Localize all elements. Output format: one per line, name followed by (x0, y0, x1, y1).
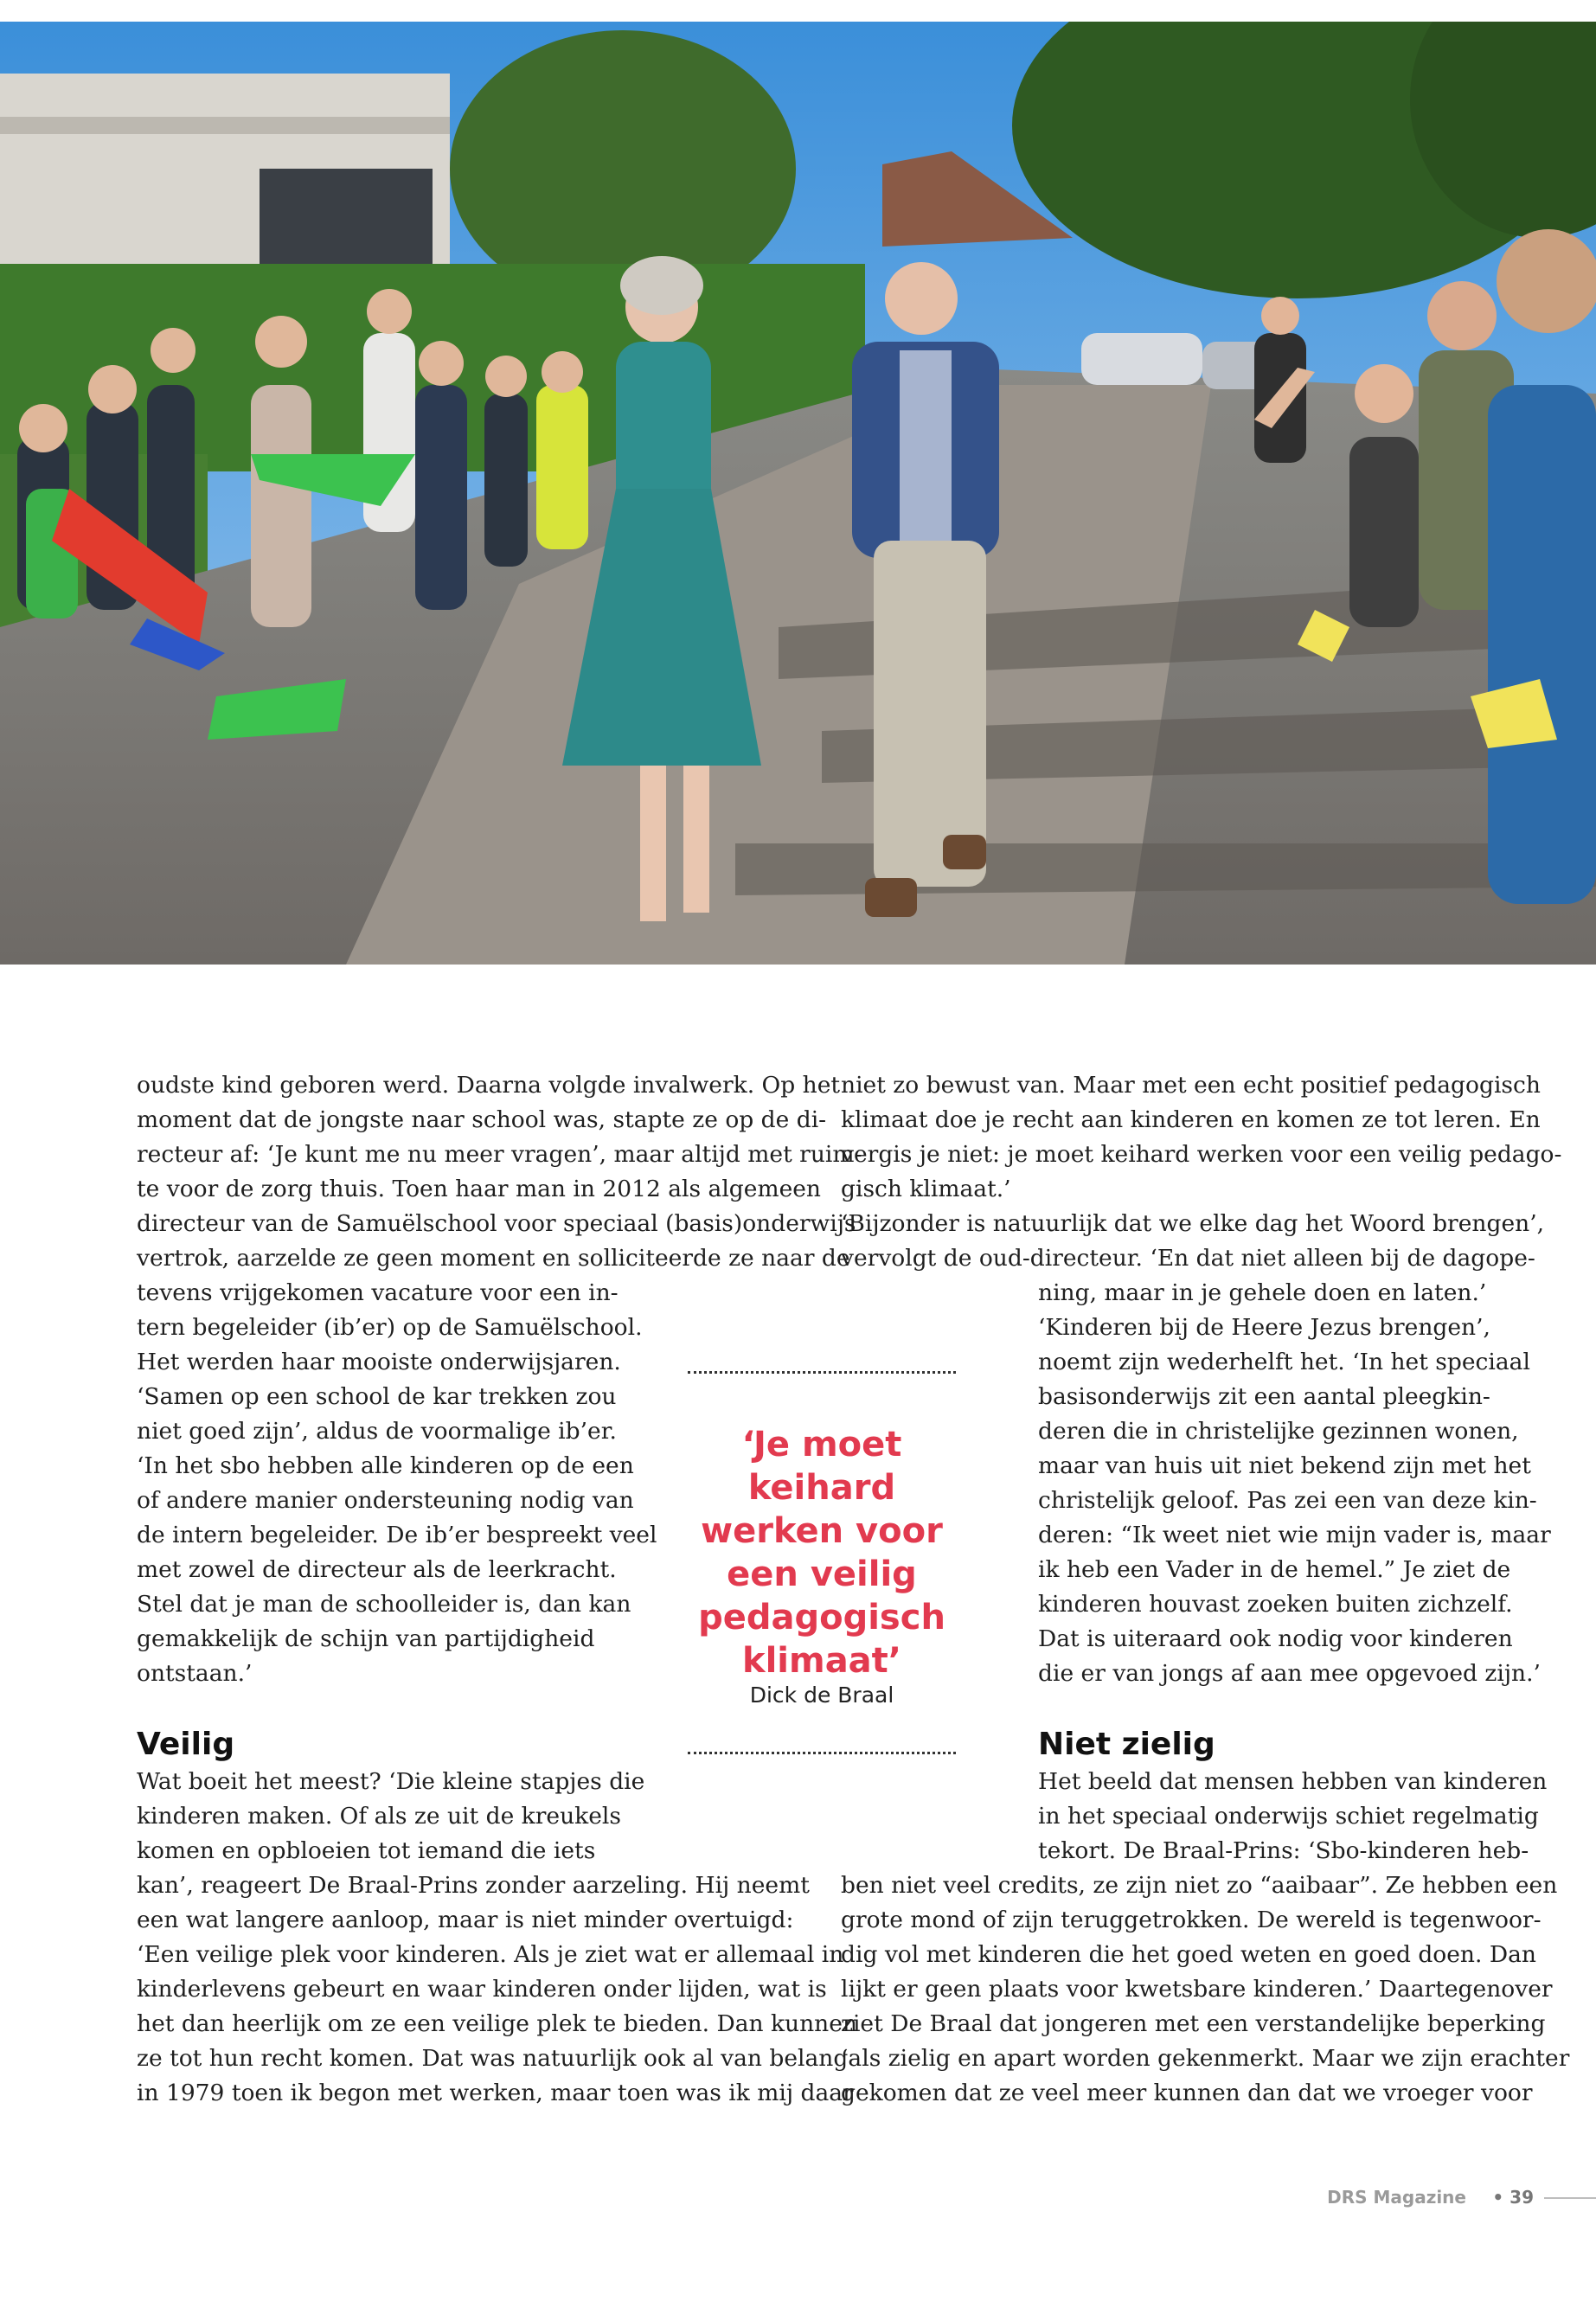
text-line: niet goed zijn’, aldus de voormalige ib’er. (137, 1418, 617, 1445)
text-line: noemt zijn wederhelft het. ‘In het speciaal (1038, 1349, 1530, 1375)
text-line: klimaat doe je recht aan kinderen en komen ze tot leren. En (841, 1106, 1541, 1133)
pullquote (666, 1423, 977, 1682)
pullquote-line: werken voor (701, 1511, 943, 1551)
pullquote-line: klimaat’ (741, 1641, 901, 1681)
text-line: ‘In het sbo hebben alle kinderen op de een (137, 1452, 634, 1479)
magazine-name: DRS Magazine (1327, 2187, 1466, 2208)
footer-separator: • (1492, 2187, 1504, 2208)
text-line: vervolgt de oud-directeur. ‘En dat niet alleen bij de dagope- (841, 1245, 1535, 1272)
text-line: vertrok, aarzelde ze geen moment en solliciteerde ze naar de (137, 1245, 850, 1272)
text-line: lijkt er geen plaats voor kwetsbare kinderen.’ Daartegenover (841, 1976, 1553, 2003)
text-line: met zowel de directeur als de leerkracht. (137, 1556, 617, 1583)
text-line: ‘Samen op een school de kar trekken zou (137, 1383, 617, 1410)
text-line: kan’, reageert De Braal-Prins zonder aarzeling. Hij neemt (137, 1872, 810, 1899)
footer-rule (1544, 2197, 1596, 2199)
col2-zielig-narrow-text (1038, 1765, 1547, 1868)
text-line: ze tot hun recht komen. Dat was natuurlijk ook al van belang (137, 2045, 849, 2072)
page-number-group (1492, 2187, 1534, 2208)
text-line: ‘Bijzonder is natuurlijk dat we elke dag het Woord brengen’, (841, 1210, 1545, 1237)
text-line: ik heb een Vader in de hemel.” Je ziet de (1038, 1556, 1511, 1583)
text-line: tekort. De Braal-Prins: ‘Sbo-kinderen heb- (1038, 1837, 1529, 1864)
col2-narrow-text (1038, 1276, 1551, 1691)
text-line: moment dat de jongste naar school was, stapte ze op de di- (137, 1106, 827, 1133)
page-number: 39 (1509, 2187, 1534, 2208)
photo-icon (0, 22, 1596, 965)
text-line: ‘als zielig en apart worden gekenmerkt. Maar we zijn erachter (841, 2045, 1570, 2072)
col1-veilig-narrow-text (137, 1765, 644, 1868)
text-line: oudste kind geboren werd. Daarna volgde invalwerk. Op het (137, 1072, 841, 1099)
text-line: die er van jongs af aan mee opgevoed zijn.’ (1038, 1660, 1541, 1687)
text-line: de intern begeleider. De ib’er bespreekt veel (137, 1522, 657, 1548)
text-line: kinderen maken. Of als ze uit de kreukels (137, 1803, 621, 1830)
text-line: tern begeleider (ib’er) op de Samuëlschool. (137, 1314, 643, 1341)
col1-bottom-text (137, 1868, 857, 2111)
text-line: recteur af: ‘Je kunt me nu meer vragen’, maar altijd met ruim- (137, 1141, 862, 1168)
text-line: ‘Kinderen bij de Heere Jezus brengen’, (1038, 1314, 1490, 1341)
section-heading-veilig: Veilig (137, 1727, 235, 1762)
pullquote-author: Dick de Braal (749, 1682, 894, 1708)
text-line: of andere manier ondersteuning nodig van (137, 1487, 634, 1514)
hero-photo (0, 22, 1596, 965)
pullquote-line: pedagogisch (698, 1598, 945, 1638)
text-line: deren die in christelijke gezinnen wonen, (1038, 1418, 1519, 1445)
text-line: in 1979 toen ik begon met werken, maar toen was ik mij daar (137, 2080, 854, 2106)
text-line: grote mond of zijn teruggetrokken. De wereld is tegenwoor- (841, 1907, 1542, 1933)
text-line: Het beeld dat mensen hebben van kinderen (1038, 1768, 1548, 1795)
text-line: ziet De Braal dat jongeren met een verstandelijke beperking (841, 2010, 1546, 2037)
text-line: te voor de zorg thuis. Toen haar man in 2012 als algemeen (137, 1176, 822, 1202)
text-line: ning, maar in je gehele doen en laten.’ (1038, 1279, 1487, 1306)
col2-bottom-text (841, 1868, 1569, 2111)
text-line: kinderlevens gebeurt en waar kinderen onder lijden, wat is (137, 1976, 827, 2003)
text-line: deren: “Ik weet niet wie mijn vader is, maar (1038, 1522, 1551, 1548)
text-line: gekomen dat ze veel meer kunnen dan dat we vroeger voor (841, 2080, 1533, 2106)
text-line: christelijk geloof. Pas zei een van deze kin- (1038, 1487, 1537, 1514)
text-line: Dat is uiteraard ook nodig voor kinderen (1038, 1625, 1513, 1652)
text-line: ben niet veel credits, ze zijn niet zo “aaibaar”. Ze hebben een (841, 1872, 1558, 1899)
page-footer (1298, 2187, 1596, 2221)
text-line: komen en opbloeien tot iemand die iets (137, 1837, 596, 1864)
text-line: kinderen houvast zoeken buiten zichzelf. (1038, 1591, 1513, 1618)
text-line: ‘Een veilige plek voor kinderen. Als je ziet wat er allemaal in (137, 1941, 844, 1968)
text-line: gisch klimaat.’ (841, 1176, 1011, 1202)
text-line: niet zo bewust van. Maar met een echt positief pedagogisch (841, 1072, 1541, 1099)
text-line: tevens vrijgekomen vacature voor een in- (137, 1279, 619, 1306)
text-line: gemakkelijk de schijn van partijdigheid (137, 1625, 595, 1652)
text-line: maar van huis uit niet bekend zijn met het (1038, 1452, 1531, 1479)
pullquote-line: ‘Je moet keihard (741, 1425, 902, 1508)
pullquote-divider-bottom (688, 1752, 956, 1754)
text-line: Het werden haar mooiste onderwijsjaren. (137, 1349, 621, 1375)
pullquote-divider-top (688, 1371, 956, 1374)
pullquote-line: een veilig (727, 1554, 917, 1594)
col1-narrow-text (137, 1276, 657, 1691)
text-line: het dan heerlijk om ze een veilige plek te bieden. Dan kunnen (137, 2010, 857, 2037)
text-line: in het speciaal onderwijs schiet regelmatig (1038, 1803, 1539, 1830)
text-line: directeur van de Samuëlschool voor speciaal (basis)onderwijs (137, 1210, 856, 1237)
col2-top-text (841, 1068, 1561, 1276)
text-line: een wat langere aanloop, maar is niet minder overtuigd: (137, 1907, 794, 1933)
col1-top-text (137, 1068, 862, 1276)
text-line: Stel dat je man de schoolleider is, dan kan (137, 1591, 631, 1618)
text-line: vergis je niet: je moet keihard werken voor een veilig pedago- (841, 1141, 1562, 1168)
section-heading-niet-zielig: Niet zielig (1038, 1727, 1215, 1762)
text-line: Wat boeit het meest? ‘Die kleine stapjes die (137, 1768, 645, 1795)
text-line: basisonderwijs zit een aantal pleegkin- (1038, 1383, 1490, 1410)
text-line: ontstaan.’ (137, 1660, 253, 1687)
text-line: dig vol met kinderen die het goed weten en goed doen. Dan (841, 1941, 1536, 1968)
